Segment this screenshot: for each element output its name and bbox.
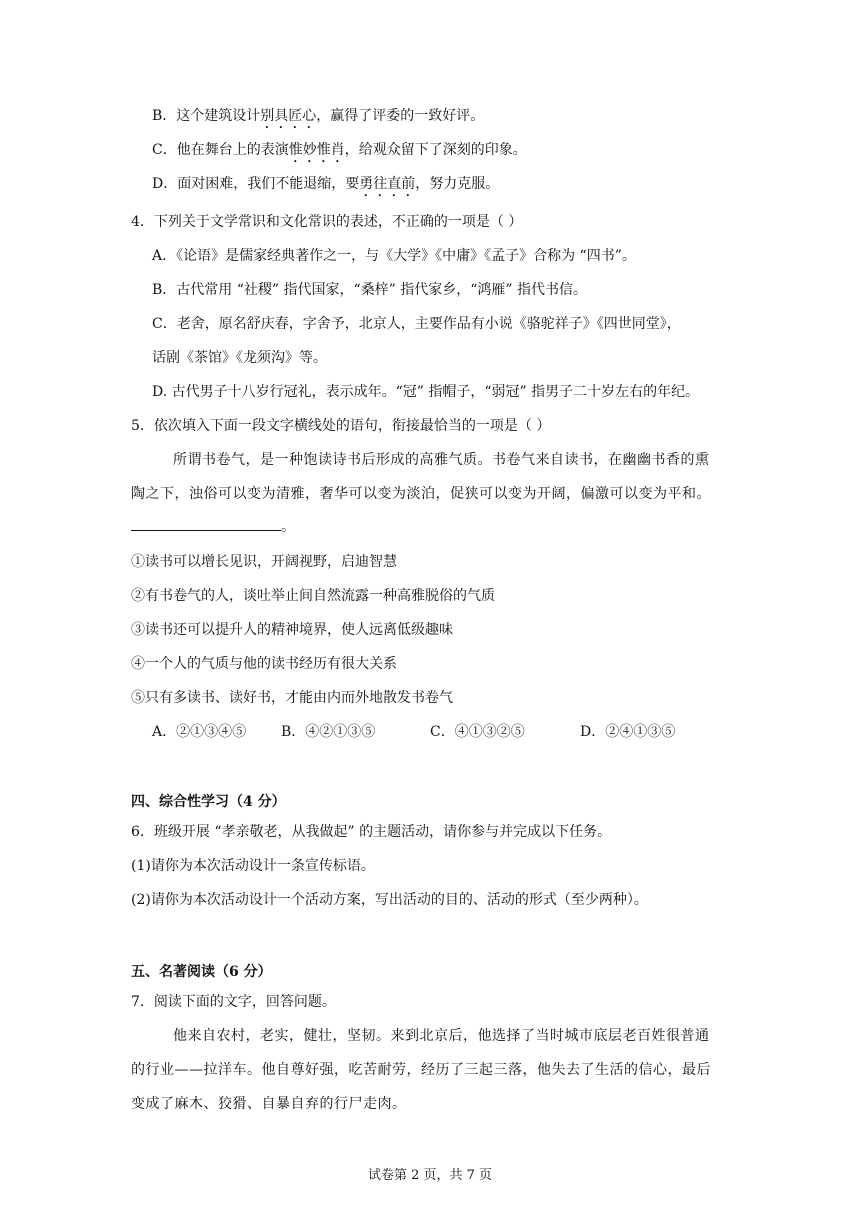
q3-option-c-pre: C．他在舞台上的表演 xyxy=(152,142,289,158)
q3-option-d xyxy=(152,174,499,200)
q4-stem: 4．下列关于文学常识和文化常识的表述，不正确的一项是（ ） xyxy=(131,214,523,230)
q5-passage-line1: 所谓书卷气，是一种饱读诗书后形成的高雅气质。书卷气来自读书，在幽幽书香的熏 xyxy=(173,452,710,468)
q5-option-d: D．②④①③⑤ xyxy=(580,724,676,740)
q5-option-a: A．②①③④⑤ xyxy=(152,724,247,740)
q4-option-d: D. 古代男子十八岁行冠礼，表示成年。“冠” 指帽子，“弱冠” 指男子二十岁左右的年纪。 xyxy=(152,384,700,400)
fill-blank xyxy=(131,516,281,531)
q3-option-d-emphasis: 勇往直前 xyxy=(359,176,416,192)
q3-option-b-pre: B．这个建筑设计 xyxy=(152,108,261,124)
q7-passage-line2: 的行业——拉洋车。他自尊好强，吃苦耐劳，经历了三起三落，他失去了生活的信心，最后 xyxy=(131,1062,711,1078)
q7-passage-line3: 变成了麻木、狡猾、自暴自弃的行尸走肉。 xyxy=(131,1096,407,1112)
q7-passage-line1: 他来自农村，老实，健壮，坚韧。来到北京后，他选择了当时城市底层老百姓很普通 xyxy=(173,1028,710,1044)
q3-option-b-emphasis: 别具匠心 xyxy=(260,108,317,124)
q5-sentence-5: ⑤只有多读书、读好书，才能由内而外地散发书卷气 xyxy=(131,690,453,706)
q5-sentence-4: ④一个人的气质与他的读书经历有很大关系 xyxy=(131,656,397,672)
q3-option-b-post: ，赢得了评委的一致好评。 xyxy=(316,108,485,124)
q6-task-1: (1)请你为本次活动设计一条宣传标语。 xyxy=(131,858,375,874)
q5-sentence-2: ②有书卷气的人，谈吐举止间自然流露一种高雅脱俗的气质 xyxy=(131,588,495,604)
q5-stem: 5．依次填入下面一段文字横线处的语句，衔接最恰当的一项是（ ） xyxy=(131,418,551,434)
q3-option-c-emphasis: 惟妙惟肖 xyxy=(288,142,345,158)
q3-option-c xyxy=(152,140,527,166)
q7-stem: 7．阅读下面的文字，回答问题。 xyxy=(131,994,336,1010)
q4-option-a: A．《论语》是儒家经典著作之一，与《大学》《中庸》《孟子》合称为 “四书”。 xyxy=(152,248,636,264)
q3-option-b xyxy=(152,106,484,132)
section-5-title: 五、名著阅读（6 分） xyxy=(131,964,272,980)
page-footer: 试卷第 2 页，共 7 页 xyxy=(367,1168,493,1183)
q3-option-c-post: ，给观众留下了深刻的印象。 xyxy=(344,142,527,158)
q3-option-d-pre: D．面对困难，我们不能退缩，要 xyxy=(152,176,360,192)
q5-sentence-3: ③读书还可以提升人的精神境界，使人远离低级趣味 xyxy=(131,622,453,638)
q6-task-2: (2)请你为本次活动设计一个活动方案，写出活动的目的、活动的形式（至少两种）。 xyxy=(131,892,648,908)
q4-option-b: B．古代常用 “社稷” 指代国家，“桑梓” 指代家乡，“鸿雁” 指代书信。 xyxy=(152,282,588,298)
q5-passage-line2: 陶之下，浊俗可以变为清雅，奢华可以变为淡泊，促狭可以变为开阔，偏激可以变为平和。 xyxy=(131,486,711,502)
q5-blank-end: 。 xyxy=(281,519,295,535)
q5-blank-line xyxy=(131,516,295,537)
q5-sentence-1: ①读书可以增长见识，开阔视野，启迪智慧 xyxy=(131,554,397,570)
q5-option-c: C．④①③②⑤ xyxy=(430,724,525,740)
section-4-title: 四、综合性学习（4 分） xyxy=(131,794,286,810)
q3-option-d-post: ，努力克服。 xyxy=(415,176,500,192)
q5-option-b: B．④②①③⑤ xyxy=(281,724,376,740)
q4-option-c-line2: 话剧《茶馆》《龙须沟》等。 xyxy=(152,350,327,366)
q4-option-c-line1: C．老舍，原名舒庆春，字舍予，北京人，主要作品有小说《骆驼祥子》《四世同堂》， xyxy=(152,316,681,332)
q6-stem: 6．班级开展 “孝亲敬老，从我做起” 的主题活动，请你参与并完成以下任务。 xyxy=(131,824,612,840)
